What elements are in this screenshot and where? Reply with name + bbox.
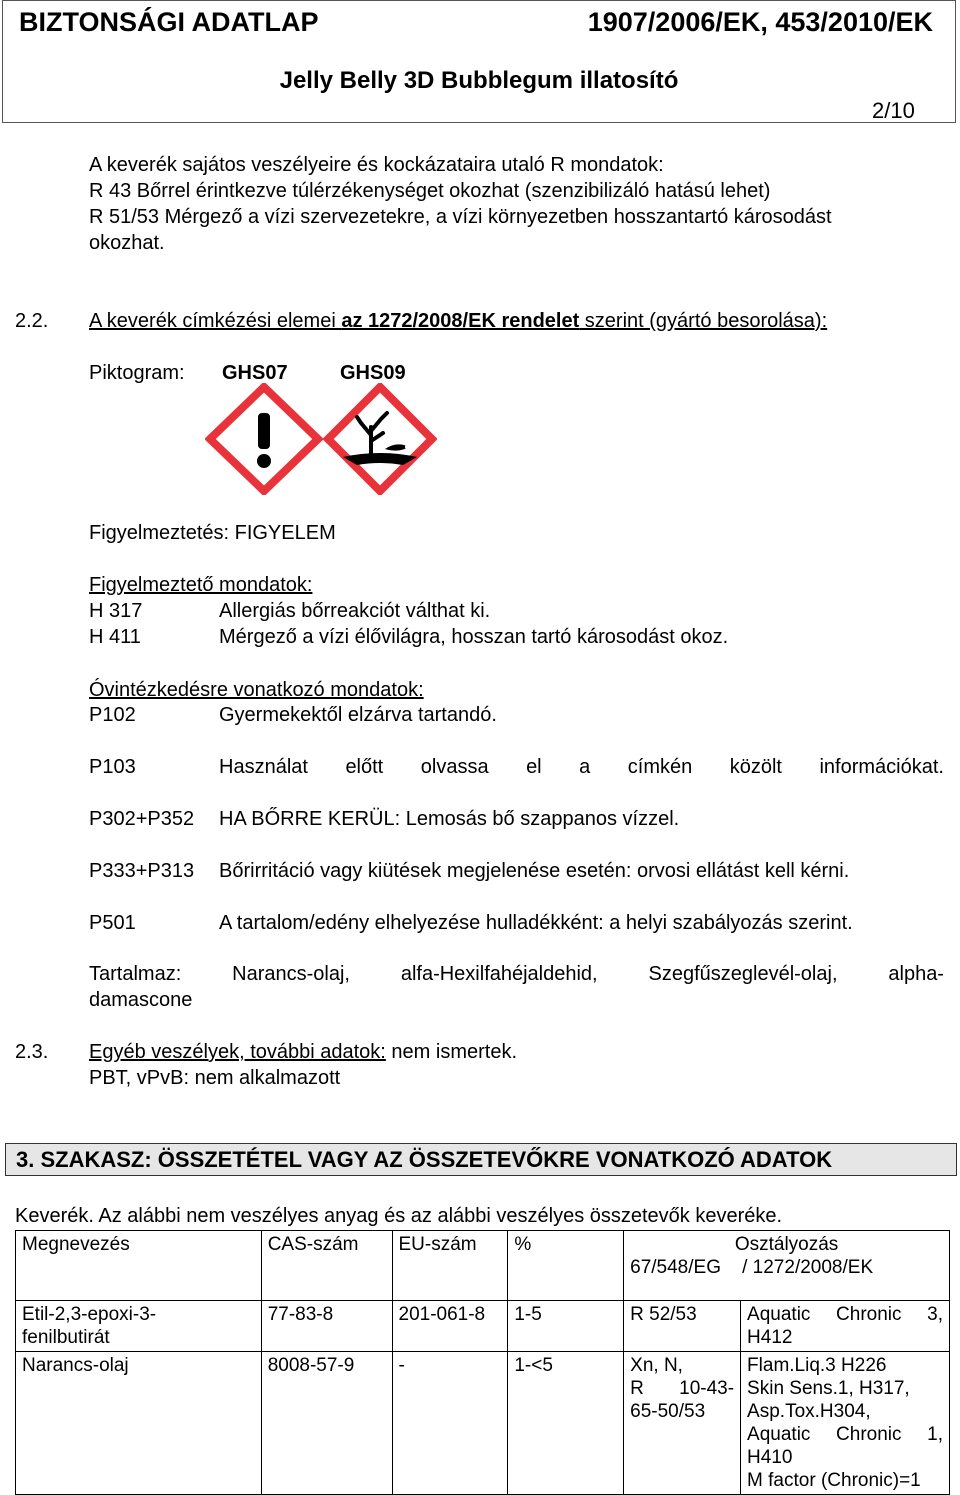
hazard-title: Figyelmeztető mondatok:: [89, 574, 313, 596]
header-sep: /: [742, 1257, 748, 1278]
cell-name: [16, 1301, 262, 1352]
header-classification: [624, 1231, 950, 1301]
section-2-3-number: 2.3.: [15, 1041, 49, 1063]
name-line: fenilbutirát: [22, 1327, 110, 1348]
header-name: Megnevezés: [16, 1231, 262, 1301]
product-name: Jelly Belly 3D Bubblegum illatosító: [279, 67, 679, 94]
ghs09-environment-icon: [323, 383, 437, 495]
h411-text: Mérgező a vízi élővilágra, hosszan tartó károsodást okoz.: [219, 626, 729, 648]
pbt-line: PBT, vPvB: nem alkalmazott: [89, 1067, 341, 1089]
p102-code: P102: [89, 704, 136, 726]
title-part-c: szerint (gyártó besorolása):: [579, 310, 828, 332]
r5153-line1: R 51/53 Mérgező a vízi szervezetekre, a vízi környezetben hosszantartó károsodást: [89, 206, 832, 228]
p103-code: P103: [89, 756, 136, 778]
h317-code: H 317: [89, 600, 143, 622]
p302-code: P302+P352: [89, 808, 195, 830]
clp-line: [747, 1423, 943, 1446]
header-cas: CAS-szám: [261, 1231, 392, 1301]
p103-word: olvassa: [420, 756, 489, 778]
dsd-line: 65-50/53: [630, 1401, 706, 1422]
clp-line: H412: [747, 1327, 793, 1348]
clp-line: [747, 1303, 943, 1326]
p103-word: el: [526, 756, 542, 778]
section-2-2-number: 2.2.: [15, 310, 49, 332]
p102-text: Gyermekektől elzárva tartandó.: [219, 704, 497, 726]
clp-word: Aquatic: [747, 1304, 811, 1325]
other-hazards-value: nem ismertek.: [385, 1041, 518, 1063]
cell-dsd: [624, 1352, 741, 1495]
contains-word: Tartalmaz:: [89, 963, 182, 985]
clp-word: Aquatic: [747, 1424, 811, 1445]
table-row: [16, 1301, 950, 1352]
p103-word: címkén: [627, 756, 693, 778]
header-eu: EU-szám: [392, 1231, 508, 1301]
doc-regulation: 1907/2006/EK, 453/2010/EK: [587, 7, 933, 37]
contains-word: Narancs-olaj,: [232, 963, 350, 985]
contains-word: alpha-: [888, 963, 944, 985]
h411-code: H 411: [89, 626, 141, 648]
cell-eu: -: [392, 1352, 508, 1495]
contains-word: Szegfűszeglevél-olaj,: [648, 963, 838, 985]
cell-clp: [741, 1301, 950, 1352]
section-2-2-title: [89, 308, 827, 334]
r43: R 43 Bőrrel érintkezve túlérzékenységet okozhat (szenzibilizáló hatású lehet): [89, 180, 771, 202]
p103-word: Használat: [219, 756, 308, 778]
dsd-line: Xn, N,: [630, 1355, 683, 1376]
r-intro: A keverék sajátos veszélyeire és kockázataira utaló R mondatok:: [89, 154, 664, 176]
signal-word: Figyelmeztetés: FIGYELEM: [89, 522, 336, 544]
cell-cas: 77-83-8: [261, 1301, 392, 1352]
name-line: Etil-2,3-epoxi-3-: [22, 1304, 157, 1325]
p103-word: közölt: [729, 756, 782, 778]
header-classification-label: Osztályozás: [734, 1234, 839, 1255]
title-part-a: A keverék címkézési elemei: [89, 310, 342, 332]
contains-line1: [89, 963, 944, 986]
p501-text: A tartalom/edény elhelyezése hulladékként: a helyi szabályozás szerint.: [219, 912, 853, 934]
ghs07-label: GHS07: [222, 362, 288, 384]
doc-title: BIZTONSÁGI ADATLAP: [19, 7, 319, 37]
cell-percent: 1-<5: [508, 1352, 624, 1495]
header-percent: %: [508, 1231, 624, 1301]
clp-word: Chronic: [836, 1424, 902, 1445]
dsd-word: 10-43-: [679, 1378, 735, 1399]
contains-line2: damascone: [89, 989, 193, 1011]
p103-text: [219, 756, 944, 779]
ghs09-label: GHS09: [340, 362, 406, 384]
clp-line: Asp.Tox.H304,: [747, 1401, 871, 1422]
p103-word: a: [579, 756, 591, 778]
p103-word: előtt: [345, 756, 384, 778]
other-hazards-label: Egyéb veszélyek, további adatok:: [89, 1041, 386, 1063]
pictogram-label: Piktogram:: [89, 362, 185, 384]
cell-percent: 1-5: [508, 1301, 624, 1352]
contains-word: alfa-Hexilfahéjaldehid,: [400, 963, 598, 985]
precaution-title: Óvintézkedésre vonatkozó mondatok:: [89, 679, 424, 701]
clp-word: Chronic: [836, 1304, 902, 1325]
composition-table: [15, 1230, 950, 1495]
section-3-intro: Keverék. Az alábbi nem veszélyes anyag és az alábbi veszélyes összetevők keveréke.: [15, 1205, 783, 1227]
r5153-line2: okozhat.: [89, 232, 165, 254]
page-header: [2, 0, 956, 123]
dsd-word: R: [630, 1378, 644, 1399]
page-number: 2/10: [872, 98, 915, 123]
header-clp: 1272/2008/EK: [752, 1257, 874, 1278]
header-classification-sub: [630, 1256, 943, 1279]
section-3-title: 3. SZAKASZ: ÖSSZETÉTEL VAGY AZ ÖSSZETEVŐKRE VONATKOZÓ ADATOK: [5, 1143, 957, 1176]
table-header-row: [16, 1231, 950, 1301]
header-dsd: 67/548/EG: [630, 1257, 721, 1278]
p302-text: HA BŐRRE KERÜL: Lemosás bő szappanos vízzel.: [219, 808, 680, 830]
clp-word: 1,: [927, 1424, 943, 1445]
p501-code: P501: [89, 912, 136, 934]
h317-text: Allergiás bőrreakciót válthat ki.: [219, 600, 491, 622]
clp-line: H410: [747, 1447, 793, 1468]
clp-line: Skin Sens.1, H317,: [747, 1378, 910, 1399]
clp-line: M factor (Chronic)=1: [747, 1470, 921, 1491]
ghs07-exclamation-icon: [205, 383, 323, 495]
clp-word: 3,: [927, 1304, 943, 1325]
cell-cas: 8008-57-9: [261, 1352, 392, 1495]
table-row: [16, 1352, 950, 1495]
cell-clp: [741, 1352, 950, 1495]
title-regulation: az 1272/2008/EK rendelet: [341, 310, 580, 332]
cell-eu: 201-061-8: [392, 1301, 508, 1352]
p333-code: P333+P313: [89, 860, 195, 882]
cell-dsd: R 52/53: [624, 1301, 741, 1352]
cell-name: Narancs-olaj: [16, 1352, 262, 1495]
p333-text: Bőrirritáció vagy kiütések megjelenése esetén: orvosi ellátást kell kérni.: [219, 860, 850, 882]
clp-line: Flam.Liq.3 H226: [747, 1355, 887, 1376]
p103-word: információkat.: [819, 756, 944, 778]
section-2-3-text: [89, 1041, 517, 1064]
dsd-line: [630, 1377, 734, 1400]
